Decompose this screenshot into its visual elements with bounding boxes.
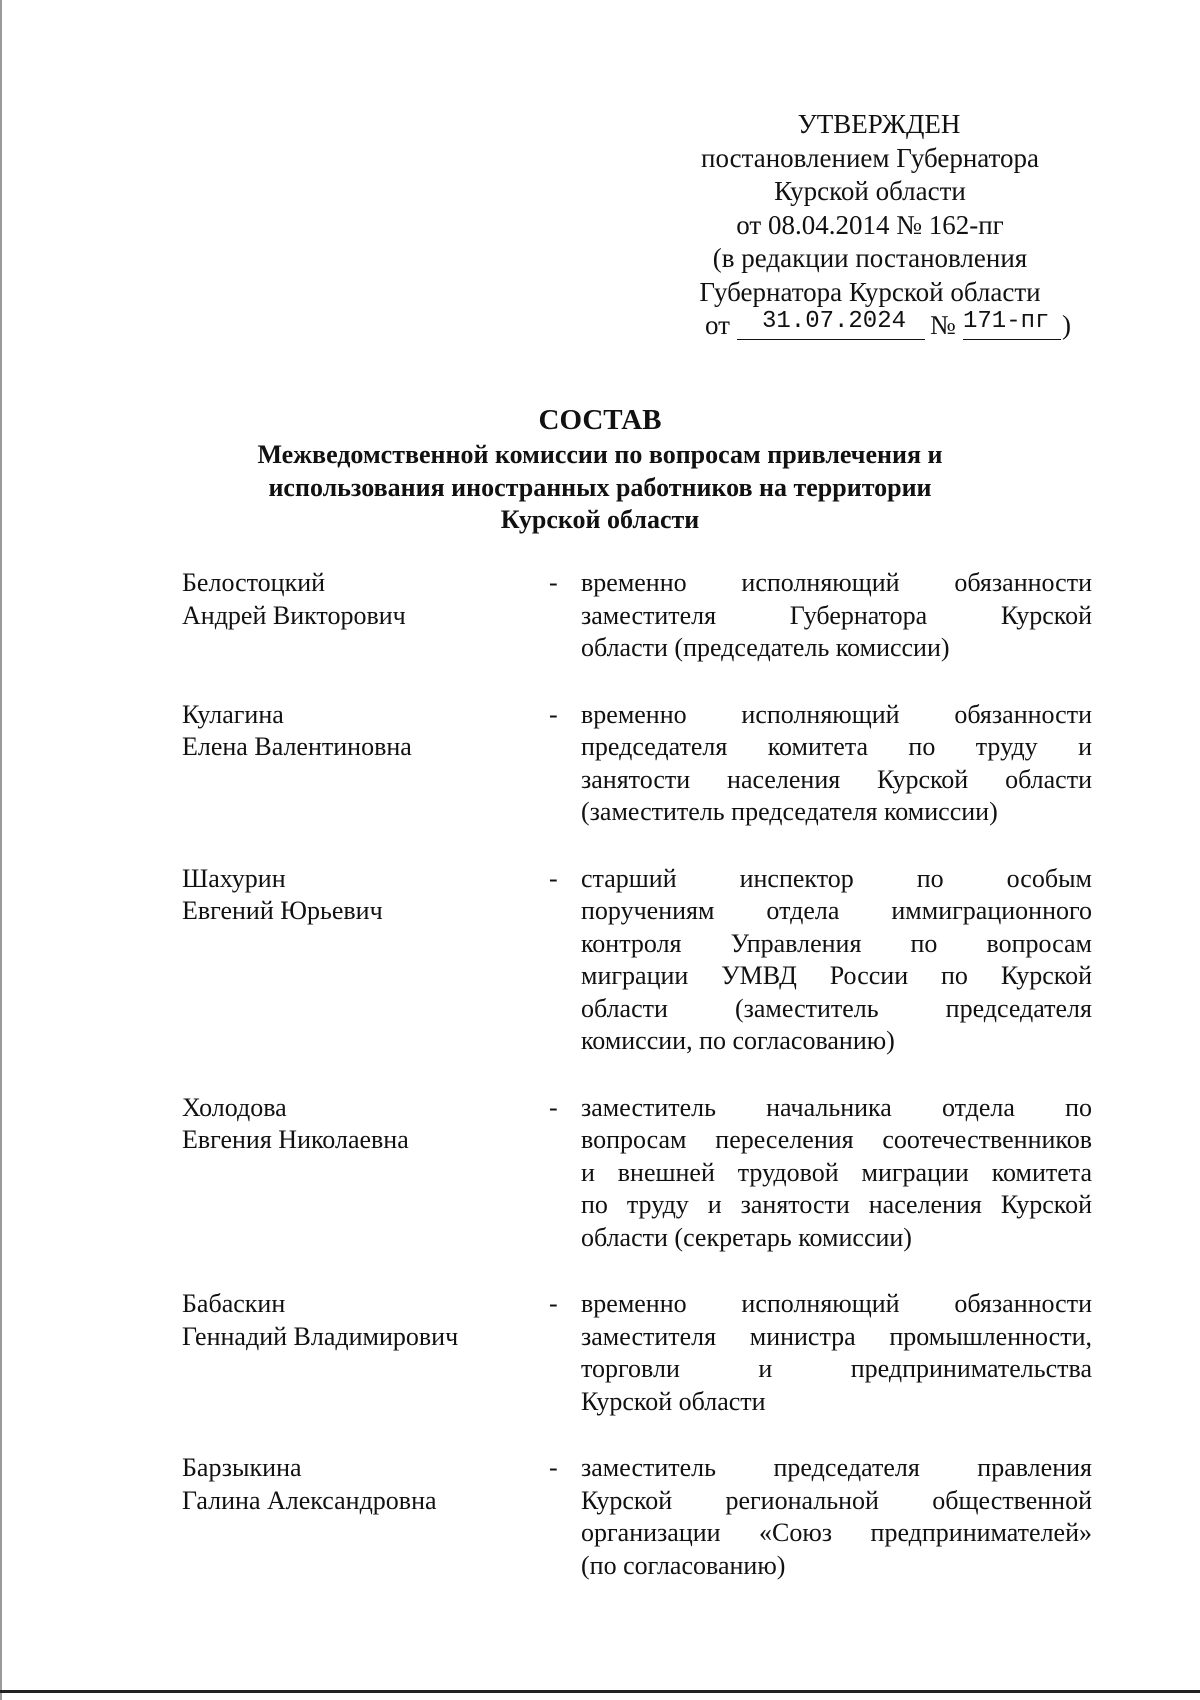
member-surname: Белостоцкий <box>182 568 326 597</box>
member-surname: Барзыкина <box>182 1453 302 1482</box>
document-header <box>180 402 1020 536</box>
amendment-date-line <box>640 309 1100 343</box>
position-line: торговли и предпринимательства <box>581 1354 1092 1383</box>
position-line: вопросам переселения соотечественников <box>581 1125 1092 1154</box>
amendment-number: 171-пг <box>963 308 1050 335</box>
approval-heading: УТВЕРЖДЕН <box>797 109 961 139</box>
member-entry <box>0 1452 1200 1582</box>
position-line: временно исполняющий обязанности <box>581 699 1092 729</box>
member-position <box>581 1288 1092 1418</box>
closing-parenthesis: ) <box>1062 310 1071 340</box>
member-dash: - <box>549 1092 558 1122</box>
member-entry <box>0 1288 1200 1418</box>
member-given-names: Елена Валентиновна <box>182 732 412 761</box>
position-line: (по согласованию) <box>581 1550 786 1580</box>
member-position <box>581 699 1092 829</box>
member-given-names: Евгения Николаевна <box>182 1125 409 1154</box>
member-name <box>182 1092 522 1157</box>
date-prefix: от <box>705 310 730 340</box>
member-entry <box>0 863 1200 1058</box>
position-line: области (заместитель председателя <box>581 993 1092 1023</box>
member-position <box>581 863 1092 1058</box>
member-dash: - <box>549 1289 558 1318</box>
position-line: занятости населения Курской области <box>581 764 1092 794</box>
position-line: временно исполняющий обязанности <box>581 1289 1092 1318</box>
amendment-date: 31.07.2024 <box>761 308 907 335</box>
member-given-names: Андрей Викторович <box>182 600 406 630</box>
member-dash: - <box>549 1453 558 1482</box>
document-subtitle-line: Межведомственной комиссии по вопросам привлечения и <box>257 440 943 469</box>
position-line: заместитель председателя правления <box>581 1453 1092 1482</box>
position-line: временно исполняющий обязанности <box>581 568 1092 597</box>
member-name <box>182 699 522 764</box>
member-entry <box>0 567 1200 665</box>
member-dash: - <box>549 699 558 729</box>
approval-line: (в редакции постановления <box>712 243 1028 273</box>
position-line: председателя комитета по труду и <box>581 732 1092 761</box>
member-name <box>182 1452 522 1517</box>
approval-line: от 08.04.2014 № 162-пг <box>736 209 1004 240</box>
position-line: заместителя министра промышленности, <box>581 1321 1092 1351</box>
member-name <box>182 567 522 632</box>
member-surname: Бабаскин <box>182 1289 286 1318</box>
document-subtitle-line: Курской области <box>500 505 700 534</box>
date-underline <box>737 339 925 340</box>
approval-stamp <box>640 108 1100 343</box>
member-name <box>182 863 522 928</box>
document-title: СОСТАВ <box>538 404 662 436</box>
member-surname: Кулагина <box>182 699 284 729</box>
position-line: Курской области <box>581 1386 766 1416</box>
position-line: поручениям отдела иммиграционного <box>581 896 1092 925</box>
approval-line: постановлением Губернатора <box>701 142 1039 173</box>
member-given-names: Геннадий Владимирович <box>182 1321 459 1351</box>
member-surname: Холодова <box>182 1092 287 1122</box>
position-line: (заместитель председателя комиссии) <box>581 797 998 826</box>
member-position <box>581 567 1092 665</box>
position-line: области (секретарь комиссии) <box>581 1222 912 1252</box>
position-line: заместителя Губернатора Курской <box>581 600 1092 630</box>
position-line: и внешней трудовой миграции комитета <box>581 1157 1092 1187</box>
members-list <box>0 567 1200 1616</box>
member-entry <box>0 1092 1200 1255</box>
position-line: организации «Союз предпринимателей» <box>581 1518 1092 1547</box>
document-subtitle-line: использования иностранных работников на территории <box>268 472 932 502</box>
approval-line: Губернатора Курской области <box>699 276 1041 307</box>
member-dash: - <box>549 568 558 597</box>
position-line: области (председатель комиссии) <box>581 633 950 662</box>
number-underline <box>963 339 1061 340</box>
member-position <box>581 1092 1092 1255</box>
member-name <box>182 1288 522 1353</box>
position-line: комиссии, по согласованию) <box>581 1026 895 1055</box>
number-prefix: № <box>930 310 956 340</box>
member-entry <box>0 699 1200 829</box>
position-line: миграции УМВД России по Курской <box>581 961 1092 990</box>
position-line: Курской региональной общественной <box>581 1485 1092 1515</box>
position-line: контроля Управления по вопросам <box>581 928 1092 958</box>
member-given-names: Евгений Юрьевич <box>182 896 383 925</box>
scan-bottom-edge <box>0 1690 1200 1693</box>
approval-line: Курской области <box>774 176 966 206</box>
member-position <box>581 1452 1092 1582</box>
member-dash: - <box>549 863 558 893</box>
member-surname: Шахурин <box>182 863 286 893</box>
member-given-names: Галина Александровна <box>182 1485 437 1515</box>
position-line: заместитель начальника отдела по <box>581 1092 1092 1122</box>
position-line: по труду и занятости населения Курской <box>581 1190 1092 1219</box>
position-line: старший инспектор по особым <box>581 863 1092 893</box>
